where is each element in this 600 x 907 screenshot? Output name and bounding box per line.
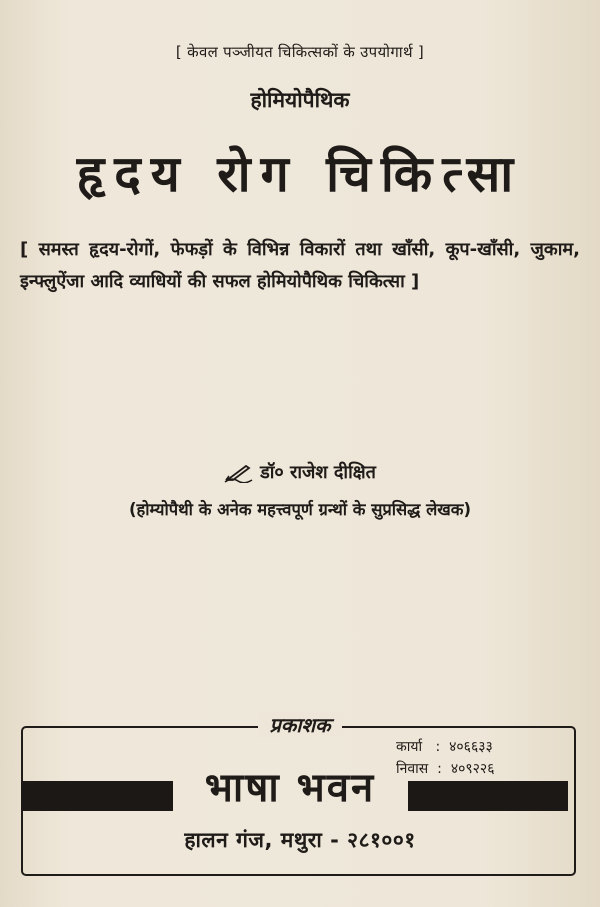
subject-heading: होमियोपैथिक [250, 88, 350, 112]
decorative-bar-left [21, 781, 173, 811]
publisher-label: प्रकाशक [258, 712, 343, 738]
pen-writing-icon [224, 463, 254, 483]
author-credit: (होम्योपैथी के अनेक महत्त्वपूर्ण ग्रन्थों के सुप्रसिद्ध लेखक) [128, 500, 471, 519]
publisher-name: भाषा भवन [204, 765, 376, 811]
publisher-address: हालन गंज, मथुरा - २८१००१ [184, 828, 416, 852]
publisher-phones [396, 736, 495, 780]
author-name: डॉ० राजेश दीक्षित [260, 462, 376, 483]
phone-office: कार्या : ४०६६३३ [396, 739, 493, 755]
phone-residence: निवास : ४०९२२६ [396, 761, 495, 777]
decorative-bar-right [408, 781, 568, 811]
book-title: हृदय रोग चिकित्सा [76, 145, 524, 203]
restricted-use-note: [ केवल पञ्जीयत चिकित्सकों के उपयोगार्थ ] [175, 43, 425, 61]
author-line [0, 460, 600, 484]
book-description: [ समस्त हृदय-रोगों, फेफड़ों के विभिन्न विकारों तथा खाँसी, कूप-खाँसी, जुकाम, इन्फ्लुऐंजा आदि व्याधियों की सफल होमियोपैथिक चिकित्सा ] [20, 239, 580, 292]
